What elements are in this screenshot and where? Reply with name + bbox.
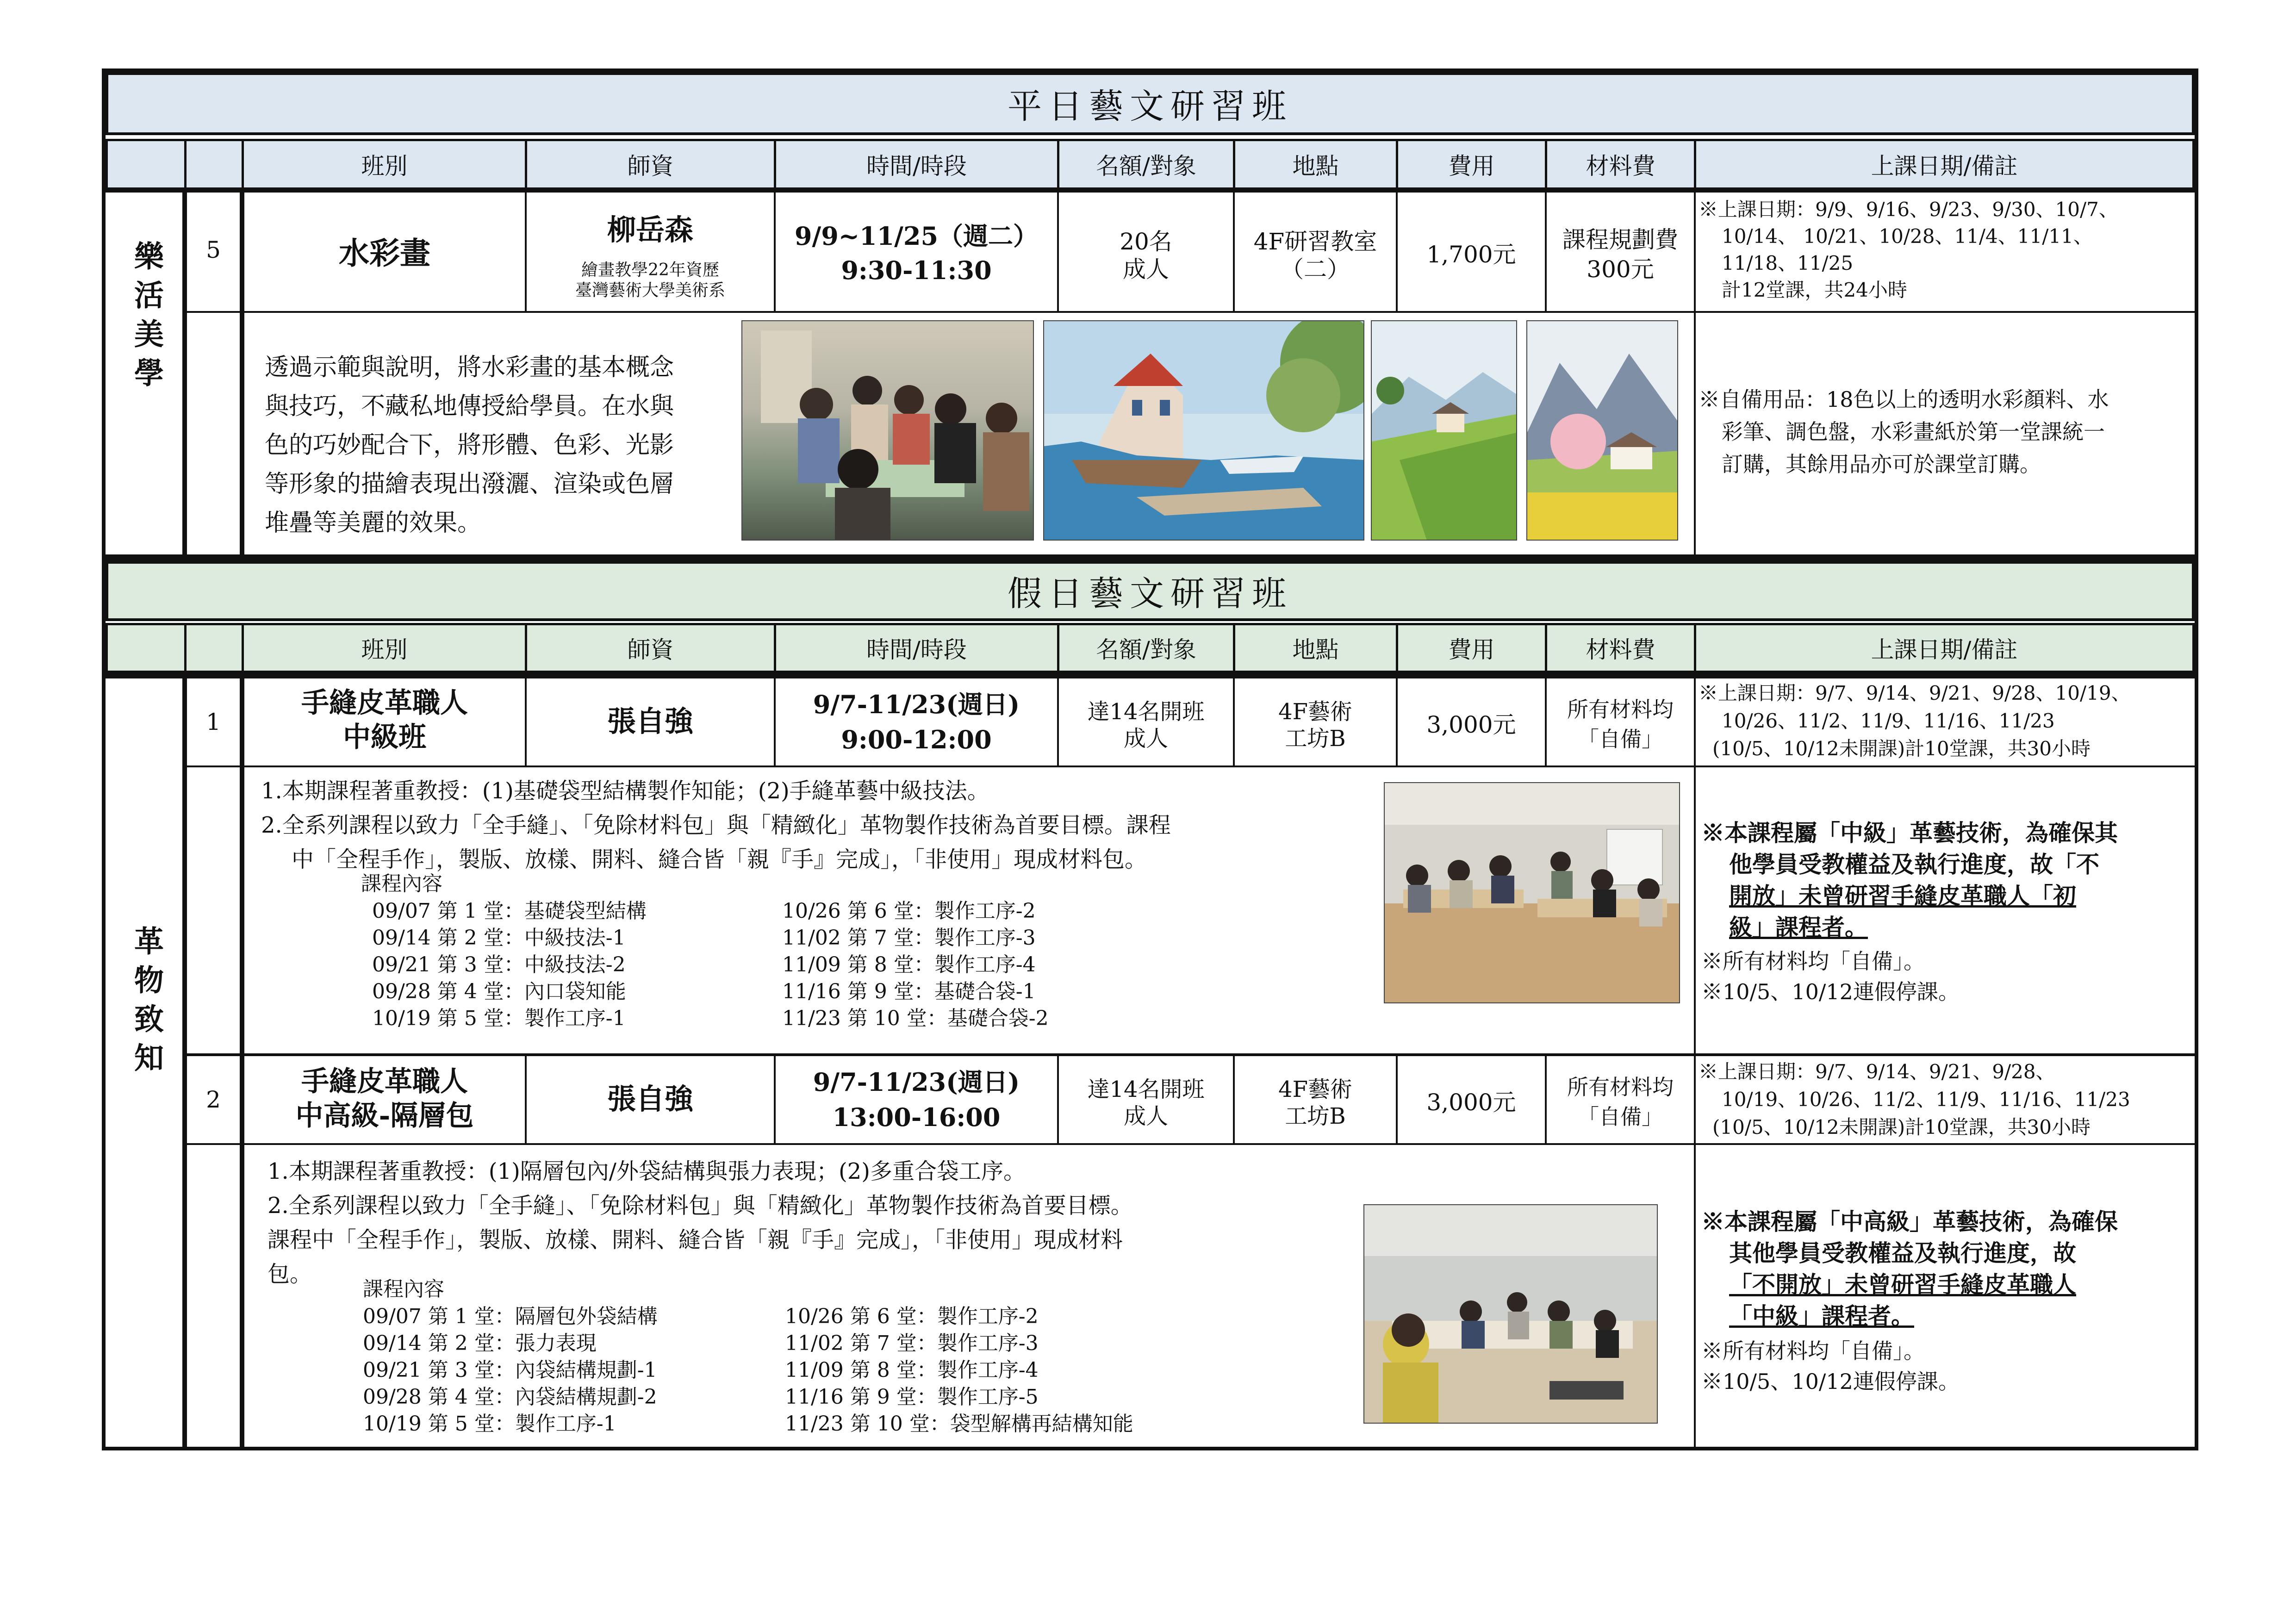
lesson-item: 11/02 第 7 堂：製作工序-3 [785,1332,1039,1355]
course1-name-line2: 中級班 [343,721,426,753]
header-teacher: 師資 [527,625,776,671]
note-line: ※所有材料均「自備」。 [1701,949,1925,974]
course2-desc-line: 2.全系列課程以致力「全手縫」、「免除材料包」與「精緻化」革物製作技術為首要目標。 [268,1193,1133,1219]
course2-name [244,1064,525,1133]
course2-fee: 3,000元 [1426,1089,1516,1116]
watercolor-lighthouse-painting [1043,320,1364,541]
course2-description [268,1154,1378,1291]
note-line: ※所有材料均「自備」。 [1701,1338,1925,1363]
course1-content-title: 課程內容 [361,872,442,896]
note-line: 其他學員受教權益及執行進度，故 [1729,1239,2076,1267]
course2-lessons-right [785,1303,1294,1437]
course2-important-note [1701,1206,2192,1332]
course1-name [244,686,525,754]
note-line: 彩筆、調色盤，水彩畫紙於第一堂課統一 [1722,419,2105,444]
grid-line [106,673,2195,678]
note-line: 訂購，其餘用品亦可於課堂訂購。 [1722,452,2041,477]
course1-lessons-right [782,898,1245,1032]
lesson-item: 10/26 第 6 堂：製作工序-2 [782,899,1036,923]
header-blank-1 [108,141,187,187]
note-line: ※10/5、10/12連假停課。 [1701,979,1960,1004]
header-class: 班別 [244,625,527,671]
header-teacher: 師資 [527,141,776,187]
desc-line: 堆疊等美麗的效果。 [265,509,482,537]
quota: 20名 [1120,228,1172,255]
course1-desc-line: 中「全程手作」，製版、放樣、開料、縫合皆「親『手』完成」，「非使用」現成材料包。 [292,846,1147,872]
course1-desc-line: 1.本期課程著重教授：(1)基礎袋型結構製作知能；(2)手縫革藝中級技法。 [261,778,989,804]
lesson-item: 10/19 第 5 堂：製作工序-1 [363,1412,616,1436]
course2-name-line2: 中高級-隔層包 [295,1100,474,1132]
note-line: ※自備用品：18色以上的透明水彩顏料、水 [1699,387,2109,412]
lesson-item: 11/16 第 9 堂：製作工序-5 [785,1385,1039,1409]
grid-line [182,190,187,561]
grid-line [1694,192,1696,556]
header-dates: 上課日期/備註 [1871,153,2018,180]
grid-line [106,190,2195,193]
course2-place-room: 工坊B [1285,1103,1346,1129]
course2-dates-line: 10/19、10/26、11/2、11/9、11/16、11/23 [1722,1088,2130,1111]
grid-line [182,676,187,1447]
note-line: 他學員受教權益及執行進度，故「不 [1729,851,2099,878]
course1-place-room: 工坊B [1285,726,1346,752]
note-line: 「中級」課程者。 [1729,1302,1914,1330]
note-line: 「不開放」未曾研習手縫皮革職人 [1729,1271,2076,1298]
dates-line-2: 10/14、 10/21、10/28、11/4、11/11、 [1722,225,2093,248]
grid-line [240,676,244,1447]
grid-line [184,1143,2195,1145]
course1-lessons-left [372,898,770,1032]
header-time: 時間/時段 [776,141,1059,187]
course1-quota-target: 成人 [1123,726,1168,752]
weekday-dates [1699,196,2189,304]
teacher-note-2: 臺灣藝術大學美術系 [575,281,725,300]
grid-line [240,190,244,561]
header-dates: 上課日期/備註 [1871,636,2018,663]
course1-description [261,774,1390,877]
course2-dates-line: (10/5、10/12未開課)計10堂課，共30小時 [1712,1116,2091,1139]
course1-dates-line: ※上課日期：9/7、9/14、9/21、9/28、10/19、 [1699,682,2131,704]
weekday-category-text: 樂活美學 [129,241,164,396]
course2-quota: 達14名開班 [1087,1076,1205,1102]
course1-fee: 3,000元 [1426,711,1516,738]
weekend-header-row [106,623,2195,673]
course2-content-title: 課程內容 [363,1277,444,1301]
course2-dates [1699,1058,2194,1141]
place-room: （二） [1281,256,1350,283]
course1-place: 4F藝術 [1278,699,1352,725]
lesson-item: 11/02 第 7 堂：製作工序-3 [782,926,1036,950]
desc-line: 等形象的描繪表現出潑灑、渲染或色層 [265,470,674,498]
course1-dates-line: 10/26、11/2、11/9、11/16、11/23 [1722,709,2055,732]
weekday-banner: 平日藝文研習班 [106,72,2195,135]
leather-class-photo-2 [1363,1204,1658,1424]
header-quota: 名額/對象 [1059,625,1235,671]
place: 4F研習教室 [1253,228,1377,255]
course2-time-range: 9/7-11/23(週日) [813,1067,1020,1097]
course2-notes [1701,1336,2192,1397]
grid-line [184,765,2195,767]
header-fee: 費用 [1398,625,1547,671]
header-class: 班別 [244,141,527,187]
lesson-item: 10/19 第 5 堂：製作工序-1 [372,1007,626,1030]
course1-material-label: 所有材料均 [1567,697,1674,722]
course1-quota: 達14名開班 [1087,699,1205,725]
desc-line: 與技巧，不藏私地傳授給學員。在水與 [265,392,674,420]
course2-name-line1: 手縫皮革職人 [301,1065,468,1098]
note-line: 開放」未曾研習手縫皮革職人「初 [1729,882,2076,909]
weekend-banner: 假日藝文研習班 [106,561,2195,621]
dates-line-1: ※上課日期：9/9、9/16、9/23、9/30、10/7、 [1699,198,2118,221]
header-quota: 名額/對象 [1059,141,1235,187]
lesson-item: 09/14 第 2 堂：中級技法-1 [372,926,626,950]
course2-lessons-left [363,1303,779,1437]
watercolor-mountain-village-painting [1526,320,1678,541]
time-range: 9/9~11/25（週二） [794,221,1039,251]
grid-line [774,192,776,311]
header-fee: 費用 [1398,141,1547,187]
dates-line-3: 11/18、11/25 [1722,252,1854,274]
weekend-category-text: 革物致知 [129,926,164,1081]
weekday-description [265,348,746,542]
course2-material-label: 所有材料均 [1567,1075,1674,1100]
lesson-item: 11/23 第 10 堂：基礎合袋-2 [782,1007,1049,1030]
grid-line [184,311,2195,313]
course1-dates-line: (10/5、10/12未開課)計10堂課，共30小時 [1712,737,2091,760]
course1-dates [1699,679,2194,763]
header-blank-2 [187,141,244,187]
lesson-item: 09/14 第 2 堂：張力表現 [363,1332,597,1355]
course-no: 5 [206,236,221,263]
desc-line: 透過示範與說明，將水彩畫的基本概念 [265,354,674,381]
classroom-photo [741,320,1034,541]
leather-class-photo-1 [1384,782,1680,1003]
lesson-item: 11/16 第 9 堂：基礎合袋-1 [782,980,1036,1003]
watercolor-hillside-painting [1371,320,1517,541]
desc-line: 色的巧妙配合下，將形體、色彩、光影 [265,431,674,459]
course2-time-slot: 13:00-16:00 [832,1102,1001,1132]
lesson-item: 11/23 第 10 堂：袋型解構再結構知能 [785,1412,1133,1436]
note-line: ※10/5、10/12連假停課。 [1701,1369,1960,1394]
course1-time-range: 9/7-11/23(週日) [813,690,1020,719]
note-line: ※本課程屬「中高級」革藝技術，為確保 [1701,1208,2118,1235]
time-slot: 9:30-11:30 [841,255,992,285]
course2-desc-line: 包。 [268,1261,312,1287]
quota-target: 成人 [1123,256,1169,283]
lesson-item: 10/26 第 6 堂：製作工序-2 [785,1305,1039,1328]
course2-desc-line: 課程中「全程手作」，製版、放樣、開料、縫合皆「親『手』完成」，「非使用」現成材料 [268,1227,1123,1253]
grid-line [106,554,2195,561]
header-place: 地點 [1235,141,1398,187]
lesson-item: 09/07 第 1 堂：基礎袋型結構 [372,899,647,923]
course2-teacher: 張自強 [607,1082,693,1116]
header-material: 材料費 [1547,625,1696,671]
course2-quota-target: 成人 [1123,1103,1168,1129]
header-place: 地點 [1235,625,1398,671]
grid-line [1694,676,1696,1447]
material-fee-label: 課程規劃費 [1562,226,1678,253]
course1-important-note [1701,817,2192,943]
teacher-name: 柳岳森 [607,213,693,247]
weekend-category [121,926,168,1096]
weekday-header-row [106,139,2195,190]
lesson-item: 09/21 第 3 堂：中級技法-2 [372,953,626,977]
weekday-category [121,241,168,411]
lesson-item: 09/07 第 1 堂：隔層包外袋結構 [363,1305,658,1328]
lesson-item: 09/28 第 4 堂：內袋結構規劃-2 [363,1385,657,1409]
course2-dates-line: ※上課日期：9/7、9/14、9/21、9/28、 [1699,1060,2055,1083]
weekday-notes [1699,383,2189,480]
material-fee: 300元 [1587,256,1654,283]
lesson-item: 09/21 第 3 堂：內袋結構規劃-1 [363,1358,657,1382]
course1-no: 1 [206,709,221,735]
course-name: 水彩畫 [339,235,430,271]
course2-desc-line: 1.本期課程著重教授：(1)隔層包內/外袋結構與張力表現；(2)多重合袋工序。 [268,1158,1026,1184]
header-blank-1 [108,625,187,671]
note-line: 級」課程者。 [1729,914,1868,941]
grid-line [184,1053,2195,1056]
course1-material: 「自備」 [1578,727,1663,752]
course1-teacher: 張自強 [607,704,693,738]
header-time: 時間/時段 [776,625,1059,671]
course2-no: 2 [206,1086,221,1113]
course2-material: 「自備」 [1578,1104,1663,1129]
course1-notes [1701,946,2192,1007]
header-blank-2 [187,625,244,671]
course1-time-slot: 9:00-12:00 [841,725,992,754]
lesson-item: 11/09 第 8 堂：製作工序-4 [782,953,1036,977]
lesson-item: 09/28 第 4 堂：內口袋知能 [372,980,626,1003]
dates-line-4: 計12堂課，共24小時 [1722,279,1907,301]
course1-name-line1: 手縫皮革職人 [301,687,468,719]
course1-desc-line: 2.全系列課程以致力「全手縫」、「免除材料包」與「精緻化」革物製作技術為首要目標。課程 [261,812,1171,838]
note-line: ※本課程屬「中級」革藝技術，為確保其 [1701,819,2118,846]
header-material: 材料費 [1547,141,1696,187]
teacher-note-1: 繪畫教學22年資歷 [581,261,719,280]
course2-place: 4F藝術 [1278,1076,1352,1102]
fee: 1,700元 [1426,241,1516,268]
lesson-item: 11/09 第 8 堂：製作工序-4 [785,1358,1039,1382]
